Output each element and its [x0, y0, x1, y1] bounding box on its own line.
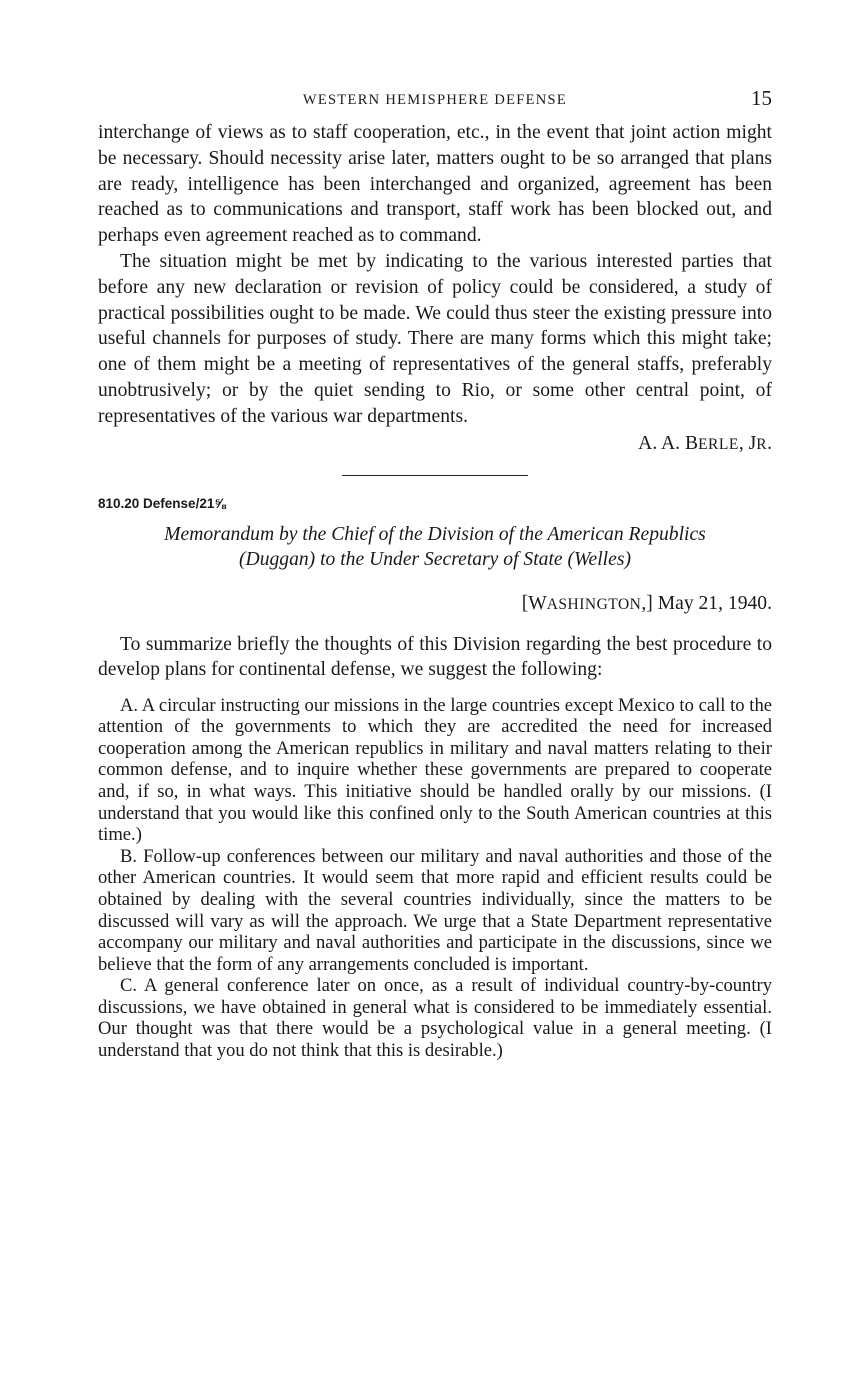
item-c: C. A general conference later on once, as a result of individual country-by-country discussions, we have obtained in general what is considered to be immediately essential. Our thought was that there would be a psychological value in a general meeting. (I understand that you do not think that this is desirable.): [98, 975, 772, 1062]
document-page: [98, 84, 772, 1062]
memorandum-title-line-2: (Duggan) to the Under Secretary of State (Welles): [239, 548, 631, 570]
memorandum-title: [98, 522, 772, 572]
signature-initials: A. A.: [638, 432, 685, 454]
item-b: B. Follow-up conferences between our military and naval authorities and those of the other American countries. It would seem that more rapid and efficient results could be obtained by dealing with the several countries individually, since the matters to be discussed will vary as will the approach. We urge that a State Department representative accompany our military and naval authorities and participate in the discussions, since we believe that the form of any arrangements concluded is important.: [98, 845, 772, 975]
signature: [98, 431, 772, 458]
paragraph-situation: The situation might be met by indicating to the various interested parties that before any new declaration or revision of policy could be considered, a study of practical possibilities ought to be made. We could thus steer the existing pressure into useful channels for purposes of study. There are many forms which this might take; one of them might be a meeting of representatives of the general staffs, preferably unobtrusively; or by the quiet sending to Rio, or some other central point, of representatives of the various war departments.: [98, 250, 772, 427]
signature-comma: , J: [738, 432, 757, 454]
item-a: A. A circular instructing our missions in the large countries except Mexico to call to the attention of the governments to which they are accredited the need for increased cooperation among the American republics in military and naval matters relating to their common defense, and to inquire whether these governments are prepared to cooperate and, if so, in what ways. This initiative should be handled orally by our missions. (I understand that you would like this confined only to the South American countries at this time.): [98, 694, 772, 846]
running-title: WESTERN HEMISPHERE DEFENSE: [302, 92, 568, 108]
dateline: [98, 591, 772, 618]
signature-b: B: [684, 432, 699, 454]
intro-paragraph: To summarize briefly the thoughts of this Division regarding the best procedure to develop plans for continental defense, we suggest the following:: [98, 633, 772, 680]
continued-paragraph: interchange of views as to staff cooperation, etc., in the event that joint action might be necessary. Should necessity arise later, matters ought to be so arranged that plans are ready, intelligence has been interchanged and organized, agreement has been reached as to communications and transport, staff work has been blocked out, and perhaps even agreement reached as to command.: [98, 122, 772, 247]
section-divider: [342, 475, 528, 476]
signature-end: .: [767, 432, 772, 454]
dateline-date: ,] May 21, 1940.: [641, 592, 772, 614]
signature-r: R: [756, 435, 768, 453]
dateline-open: [W: [521, 592, 547, 614]
file-number: 810.20 Defense/21⅝: [98, 495, 226, 511]
page-number: 15: [751, 86, 772, 110]
dateline-city: ASHINGTON: [546, 595, 642, 613]
memorandum-title-line-1: Memorandum by the Chief of the Division of the American Republics: [164, 523, 706, 545]
signature-surname: ERLE: [698, 435, 739, 453]
running-header: [98, 84, 772, 114]
